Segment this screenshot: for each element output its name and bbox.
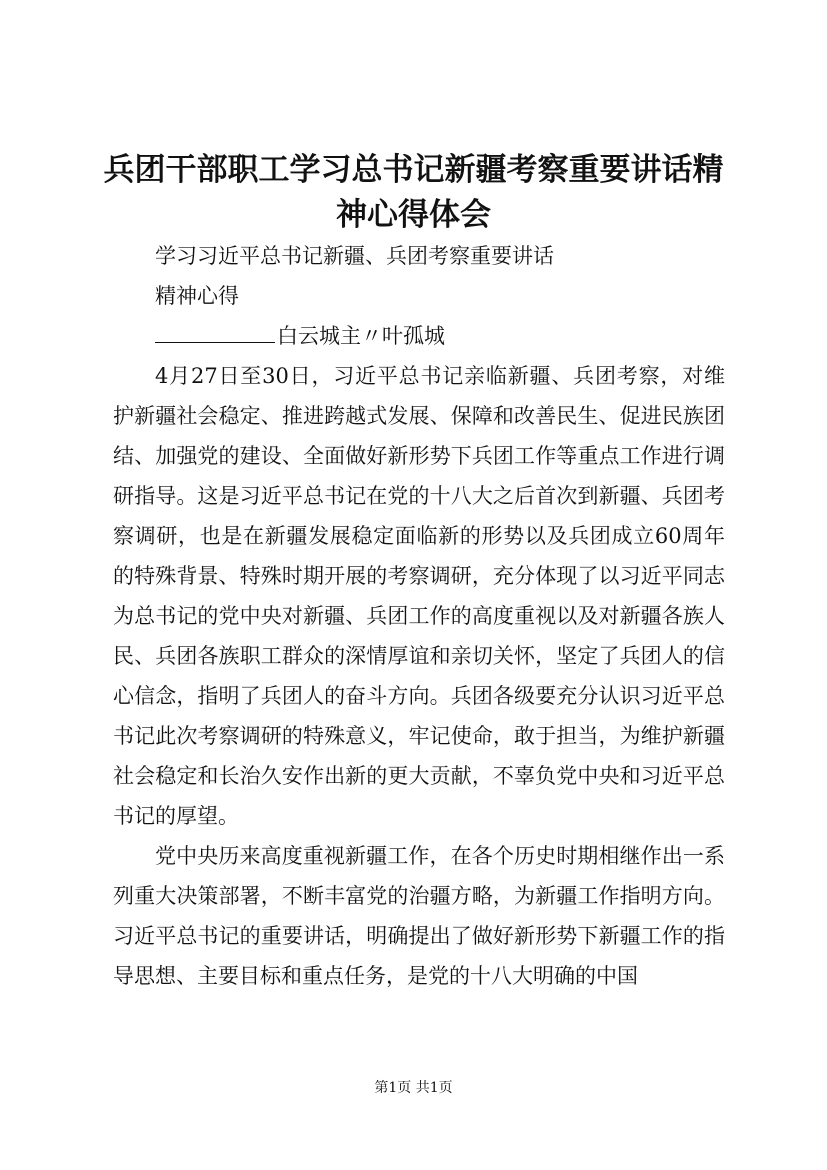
subtitle-line-1: 学习习近平总书记新疆、兵团考察重要讲话 bbox=[155, 244, 554, 268]
document-title: 兵团干部职工学习总书记新疆考察重要讲话精神心得体会 bbox=[103, 152, 724, 233]
paragraph-1: 4月27日至30日，习近平总书记亲临新疆、兵团考察，对维护新疆社会稳定、推进跨越式发展、保障和改善民生、促进民族团结、加强党的建设、全面做好新形势下兵团工作等重点工作进行调研指导。这是习近平总书记在党的十八大之后首次到新疆、兵团考察调研，也是在新疆发展稳定面临新的形势以及兵团成立60周年的特殊背景、特殊时期开展的考察调研，充分体现了以习近平同志为总书记的党中央对新疆、兵团工作的高度重视以及对新疆各族人民、兵团各族职工群众的深情厚谊和亲切关怀，坚定了兵团人的信心信念，指明了兵团人的奋斗方向。兵团各级要充分认识习近平总书记此次考察调研的特殊意义，牢记使命，敢于担当，为维护新疆社会稳定和长治久安作出新的更大贡献，不辜负党中央和习近平总书记的厚望。 bbox=[113, 364, 725, 828]
paragraph-2: 党中央历来高度重视新疆工作，在各个历史时期相继作出一系列重大决策部署，不断丰富党的治疆方略，为新疆工作指明方向。习近平总书记的重要讲话，明确提出了做好新形势下新疆工作的指导思想、主要目标和重点任务，是党的十八大明确的中国 bbox=[113, 844, 725, 988]
document-body bbox=[113, 236, 725, 996]
author-line bbox=[113, 316, 725, 356]
author-name: 白云城主〃叶孤城 bbox=[277, 324, 445, 348]
subtitle-line-2: 精神心得 bbox=[155, 284, 239, 308]
author-underline bbox=[155, 322, 275, 343]
page-footer: 第1页 共1页 bbox=[374, 1080, 453, 1096]
